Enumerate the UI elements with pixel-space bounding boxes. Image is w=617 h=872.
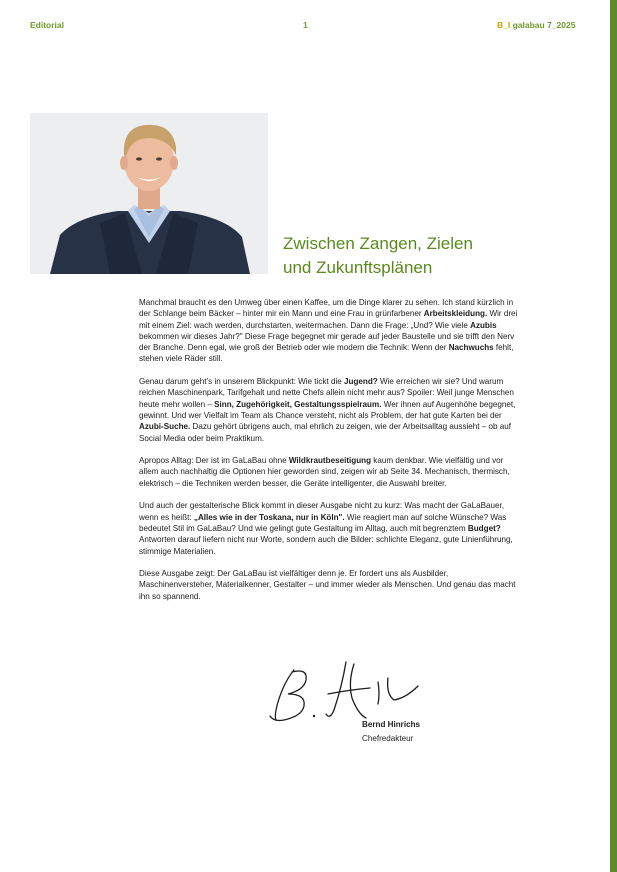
text-run: Manchmal braucht es den Umweg über einen Kaffee, um die Dinge klarer zu sehen. Ich stand kürzlich in der Schlange beim Bäcker – hinter mir ein Mann und eine Frau in grünfarbener bbox=[139, 298, 514, 319]
article-paragraph bbox=[139, 455, 524, 489]
text-run: bekommen wir dieses Jahr?" Diese Frage begegnet mir gerade auf jeder Baustelle und sie trifft den Nerv der Branche. Denn egal, wie groß der Betrieb oder wie modern die Technik: Wenn der bbox=[139, 331, 515, 353]
article-paragraph bbox=[139, 376, 524, 444]
section-label: Editorial bbox=[30, 20, 65, 30]
author-name: Bernd Hinrichs bbox=[362, 720, 421, 729]
text-run: Apropos Alltag: Der ist im GaLaBau ohne bbox=[139, 456, 289, 466]
bold-text: Arbeitskleidung. bbox=[423, 309, 488, 319]
bold-text: Sinn, Zugehörigkeit, Gestaltungsspielraum. bbox=[214, 399, 382, 409]
magazine-prefix: B_I bbox=[497, 20, 511, 30]
text-run: fehlt, stehen viele Räder still. bbox=[139, 343, 514, 364]
article-paragraph bbox=[139, 568, 524, 602]
page-edge-bar bbox=[610, 0, 617, 872]
article-paragraph bbox=[139, 297, 524, 365]
text-run: Wie reagiert man auf solche Wünsche? Was bedeutet Stil im GaLaBau? Und wie gelingt gute Gestaltung im Alltag, auch mit begrenztem bbox=[139, 512, 507, 533]
article-paragraph bbox=[139, 500, 524, 556]
article-title bbox=[283, 232, 583, 280]
bold-text: Jugend? bbox=[344, 377, 378, 387]
text-run: Wir drei mit einem Ziel: wach werden, durchstarten, weitermachen. Dann die Frage: „Und? Wie viele bbox=[139, 309, 518, 330]
author-photo bbox=[30, 113, 268, 274]
author-portrait-image bbox=[30, 113, 268, 274]
text-run: Diese Ausgabe zeigt: Der GaLaBau ist vielfältiger denn je. Er fordert uns als Ausbilder, Maschinenversteher, Materialkenner, Gestalter – und immer wieder als Menschen. Und genau das macht ihn so spannend. bbox=[139, 569, 516, 601]
bold-text: Azubi-Suche. bbox=[139, 422, 191, 432]
article-title-line-1: Zwischen Zangen, Zielen bbox=[283, 234, 473, 253]
magazine-issue-text: galabau 7_2025 bbox=[510, 20, 576, 30]
article-body bbox=[139, 297, 524, 613]
article-title-line-2: und Zukunftsplänen bbox=[283, 258, 433, 277]
text-run: Antworten darauf liefern nicht nur Worte, sondern auch die Bilder: schlichte Eleganz, gute Linienführung, stimmige Materialien. bbox=[139, 535, 513, 556]
bold-text: Budget? bbox=[467, 523, 501, 533]
page-number: 1 bbox=[303, 20, 308, 30]
text-run: Genau darum geht’s in unserem Blickpunkt: Wie tickt die bbox=[139, 377, 344, 387]
text-run: Dazu gehört übrigens auch, mal ehrlich zu zeigen, wie der Arbeitsalltag aussieht – ob auf Social Media oder beim Praktikum. bbox=[139, 422, 512, 443]
bold-text: „Alles wie in der Toskana, nur in Köln". bbox=[193, 512, 345, 522]
bold-text: Wildkrautbeseitigung bbox=[288, 456, 372, 466]
text-run: Und auch der gestalterische Blick kommt in dieser Ausgabe nicht zu kurz: Was macht der GaLaBauer, wenn es heißt: bbox=[139, 501, 504, 522]
bold-text: Azubis bbox=[470, 320, 497, 330]
bold-text: Nachwuchs bbox=[448, 343, 494, 353]
magazine-issue bbox=[497, 20, 575, 30]
handwritten-signature bbox=[262, 650, 422, 730]
text-run: Wie erreichen wir sie? Und warum reichen Maschinenpark, Tarifgehalt und nette Chefs allein nicht mehr aus? Spoiler: Weil junge Menschen heute mehr wollen – bbox=[139, 377, 514, 409]
author-role: Chefredakteur bbox=[362, 734, 414, 743]
text-run: Wer ihnen auf Augenhöhe begegnet, gewinnt. Und wer Vielfalt im Team als Chance versteht, nicht als Problem, der hat gute Karten bei der bbox=[139, 399, 516, 420]
text-run: kaum denkbar. Wie vielfältig und vor allem auch nachhaltig die Optionen hier geworden sind, zeigen wir ab Seite 34. Mechanisch, thermisch, elektrisch – die Techniken werden besser, die Geräte intelligenter, die Auswahl breiter. bbox=[139, 456, 510, 488]
